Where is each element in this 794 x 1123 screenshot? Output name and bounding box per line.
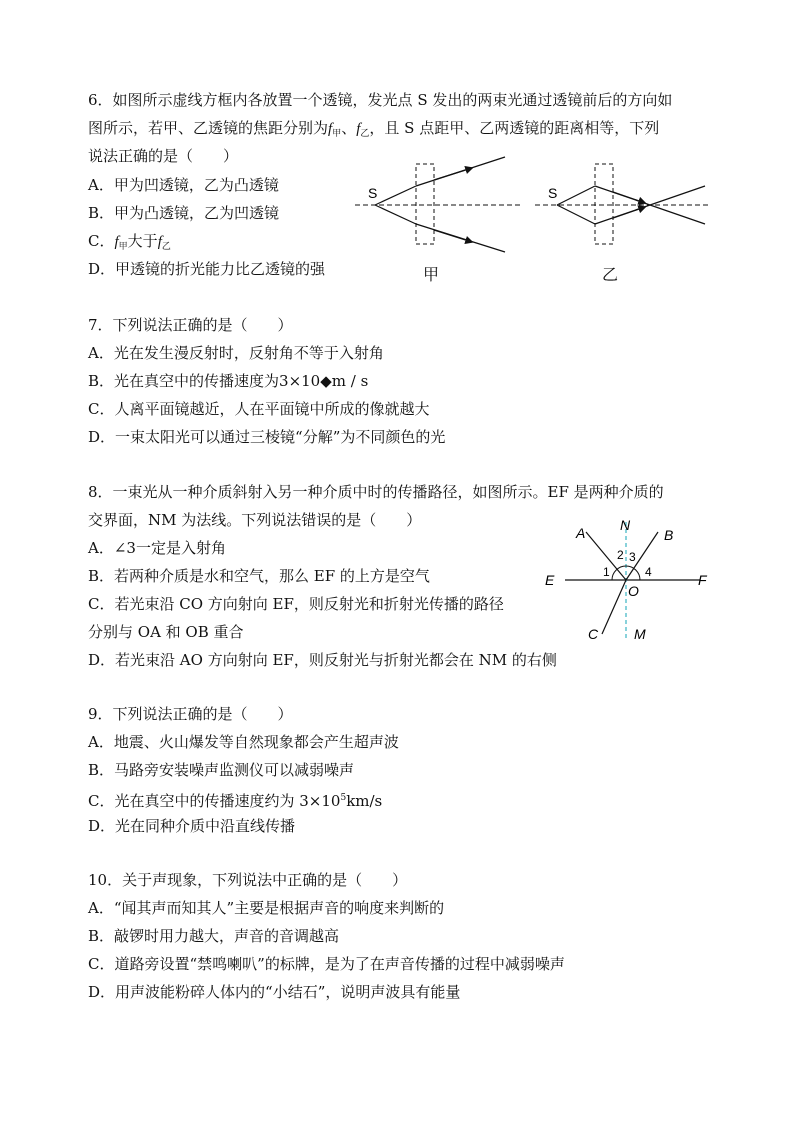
ray-oc: [602, 580, 626, 634]
angle-2-label: 2: [617, 548, 624, 562]
label-o: O: [628, 583, 639, 599]
point-s-label: S: [548, 185, 558, 201]
q6-stem-line1: 6．如图所示虚线方框内各放置一个透镜，发光点 S 发出的两束光通过透镜前后的方向如: [88, 91, 673, 109]
q6-option-d: D．甲透镜的折光能力比乙透镜的强: [88, 260, 326, 278]
q9-option-a: A．地震、火山爆发等自然现象都会产生超声波: [88, 733, 399, 751]
figure-caption-yi: 乙: [602, 265, 619, 284]
refraction-figure: [540, 512, 715, 647]
q10-option-c: C．道路旁设置“禁鸣喇叭”的标牌，是为了在声音传播的过程中减弱噪声: [88, 955, 565, 973]
q9-stem: 9．下列说法正确的是（ ）: [88, 705, 293, 723]
ray-upper-in: [557, 186, 595, 205]
label-e: E: [545, 572, 555, 588]
q7-stem: 7．下列说法正确的是（ ）: [88, 316, 293, 334]
q9-option-c: C．光在真空中的传播速度约为 $3\times 10^5km/s$: [88, 792, 383, 810]
q10-option-a: A．“闻其声而知其人”主要是根据声音的响度来判断的: [88, 899, 445, 917]
ray-lower-in: [375, 205, 416, 224]
q6-stem-line3: 说法正确的是（ ）: [88, 147, 239, 165]
q7-option-b: B．光在真空中的传播速度为3×10◆m / s: [88, 372, 369, 390]
ray-lower-arrow: [613, 207, 645, 218]
label-m: M: [634, 626, 646, 642]
lens-box: [416, 164, 434, 244]
ray-upper-arrow: [613, 192, 645, 203]
label-n: N: [620, 517, 631, 533]
label-b: B: [664, 527, 674, 543]
angle-4-label: 4: [645, 565, 652, 579]
point-s-label: S: [368, 185, 378, 201]
q9-option-b: B．马路旁安装噪声监测仪可以减弱噪声: [88, 761, 355, 779]
lens-figure-yi: [530, 150, 710, 270]
label-f: F: [698, 572, 707, 588]
q8-option-c-line2: 分别与 OA 和 OB 重合: [88, 623, 244, 641]
lens-box: [595, 164, 613, 244]
q8-option-b: B．若两种介质是水和空气，那么 EF 的上方是空气: [88, 567, 430, 585]
q8-option-a: A．∠3一定是入射角: [88, 539, 226, 557]
ray-upper-in: [375, 186, 416, 205]
ray-lower-arrow: [434, 230, 472, 242]
q9-option-d: D．光在同种介质中沿直线传播: [88, 817, 296, 835]
q8-stem-line2: 交界面，NM 为法线。下列说法错误的是（ ）: [88, 511, 422, 529]
q6-option-a: A．甲为凹透镜，乙为凸透镜: [88, 176, 279, 194]
q6-stem-line2: 图所示，若甲、乙透镜的焦距分别为$f_甲$、$f_乙$，且 S 点距甲、乙两透镜的距离相等，下列: [88, 119, 660, 139]
q6-option-b: B．甲为凸透镜，乙为凹透镜: [88, 204, 280, 222]
lens-figure-jia: [350, 150, 530, 270]
label-a: A: [576, 525, 586, 541]
q10-stem: 10．关于声现象，下列说法中正确的是（ ）: [88, 871, 408, 889]
ray-upper-arrow: [434, 168, 472, 180]
angle-3-label: 3: [629, 550, 636, 564]
q7-option-d: D．一束太阳光可以通过三棱镜“分解”为不同颜色的光: [88, 428, 446, 446]
angle-1-label: 1: [603, 565, 610, 579]
q8-option-c-line1: C．若光束沿 CO 方向射向 EF，则反射光和折射光传播的路径: [88, 595, 504, 613]
q6-option-c: C．$f_甲$大于$f_乙$: [88, 232, 171, 252]
q7-option-a: A．光在发生漫反射时，反射角不等于入射角: [88, 344, 384, 362]
q8-option-d: D．若光束沿 AO 方向射向 EF，则反射光与折射光都会在 NM 的右侧: [88, 651, 557, 669]
q7-option-c: C．人离平面镜越近，人在平面镜中所成的像就越大: [88, 400, 430, 418]
ray-lower-in: [557, 205, 595, 224]
q10-option-d: D．用声波能粉碎人体内的“小结石”，说明声波具有能量: [88, 983, 461, 1001]
q10-option-b: B．敲锣时用力越大，声音的音调越高: [88, 927, 340, 945]
q8-stem-line1: 8．一束光从一种介质斜射入另一种介质中时的传播路径，如图所示。EF 是两种介质的: [88, 483, 664, 501]
label-c: C: [588, 626, 599, 642]
figure-caption-jia: 甲: [423, 265, 440, 284]
